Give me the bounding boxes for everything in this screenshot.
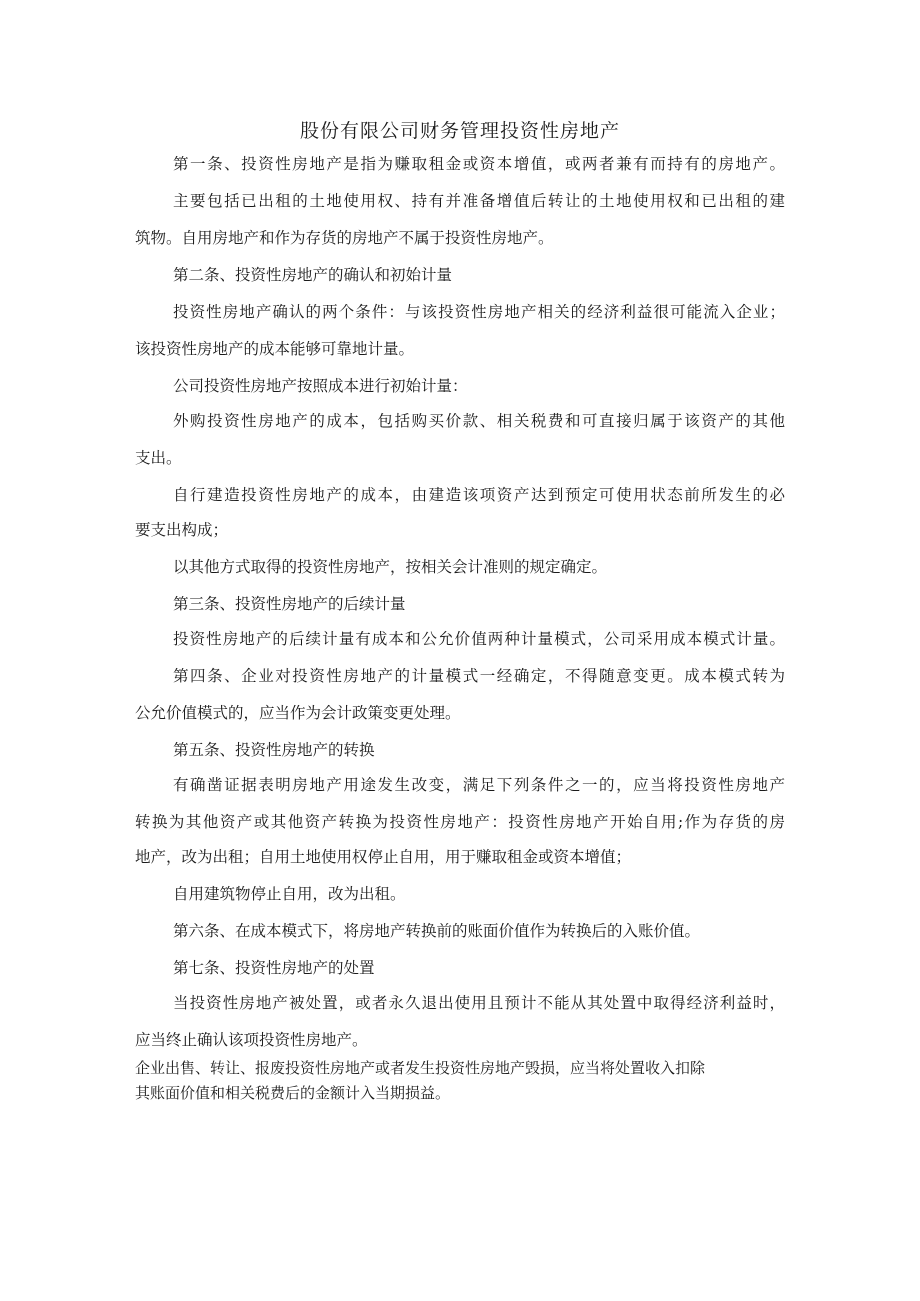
text-line-11: 要支出构成； — [135, 521, 229, 539]
text-line-16: 公允价值模式的，应当作为会计政策变更处理。 — [135, 704, 461, 722]
text-line-21: 自用建筑物停止自用，改为出租。 — [173, 885, 406, 903]
text-line-14: 投资性房地产的后续计量有成本和公允价值两种计量模式，公司采用成本模式计量。 — [173, 630, 785, 648]
text-line-18: 有确凿证据表明房地产用途发生改变，满足下列条件之一的，应当将投资性房地产 — [173, 776, 785, 794]
text-line-9: 支出。 — [135, 449, 182, 467]
text-line-10: 自行建造投资性房地产的成本，由建造该项资产达到预定可使用状态前所发生的必 — [173, 486, 785, 504]
text-line-4: 第二条、投资性房地产的确认和初始计量 — [173, 266, 453, 284]
text-line-27: 其账面价值和相关税费后的金额计入当期损益。 — [135, 1084, 451, 1102]
document-title: 股份有限公司财务管理投资性房地产 — [299, 120, 620, 142]
text-line-19: 转换为其他资产或其他资产转换为投资性房地产：投资性房地产开始自用;作为存货的房 — [135, 813, 785, 831]
text-line-12: 以其他方式取得的投资性房地产，按相关会计准则的规定确定。 — [173, 558, 608, 576]
text-line-23: 第七条、投资性房地产的处置 — [173, 959, 375, 977]
text-line-24: 当投资性房地产被处置，或者永久退出使用且预计不能从其处置中取得经济利益时， — [173, 994, 785, 1012]
text-line-25: 应当终止确认该项投资性房地产。 — [135, 1031, 368, 1049]
text-line-13: 第三条、投资性房地产的后续计量 — [173, 595, 406, 613]
text-line-8: 外购投资性房地产的成本，包括购买价款、相关税费和可直接归属于该资产的其他 — [173, 412, 785, 430]
text-line-7: 公司投资性房地产按照成本进行初始计量： — [173, 377, 468, 395]
text-line-5: 投资性房地产确认的两个条件：与该投资性房地产相关的经济利益很可能流入企业； — [173, 303, 785, 321]
text-line-17: 第五条、投资性房地产的转换 — [173, 741, 375, 759]
text-line-26: 企业出售、转让、报废投资性房地产或者发生投资性房地产毁损，应当将处置收入扣除 — [135, 1059, 706, 1077]
text-line-1: 第一条、投资性房地产是指为赚取租金或资本增值，或两者兼有而持有的房地产。 — [173, 155, 785, 173]
text-line-3: 筑物。自用房地产和作为存货的房地产不属于投资性房地产。 — [135, 229, 554, 247]
text-line-6: 该投资性房地产的成本能够可靠地计量。 — [135, 340, 415, 358]
text-line-20: 地产，改为出租；自用土地使用权停止自用，用于赚取租金或资本增值； — [135, 848, 632, 866]
text-line-2: 主要包括已出租的土地使用权、持有并准备增值后转让的土地使用权和已出租的建 — [173, 192, 785, 210]
text-line-22: 第六条、在成本模式下，将房地产转换前的账面价值作为转换后的入账价值。 — [173, 922, 701, 940]
text-line-15: 第四条、企业对投资性房地产的计量模式一经确定，不得随意变更。成本模式转为 — [173, 667, 785, 685]
